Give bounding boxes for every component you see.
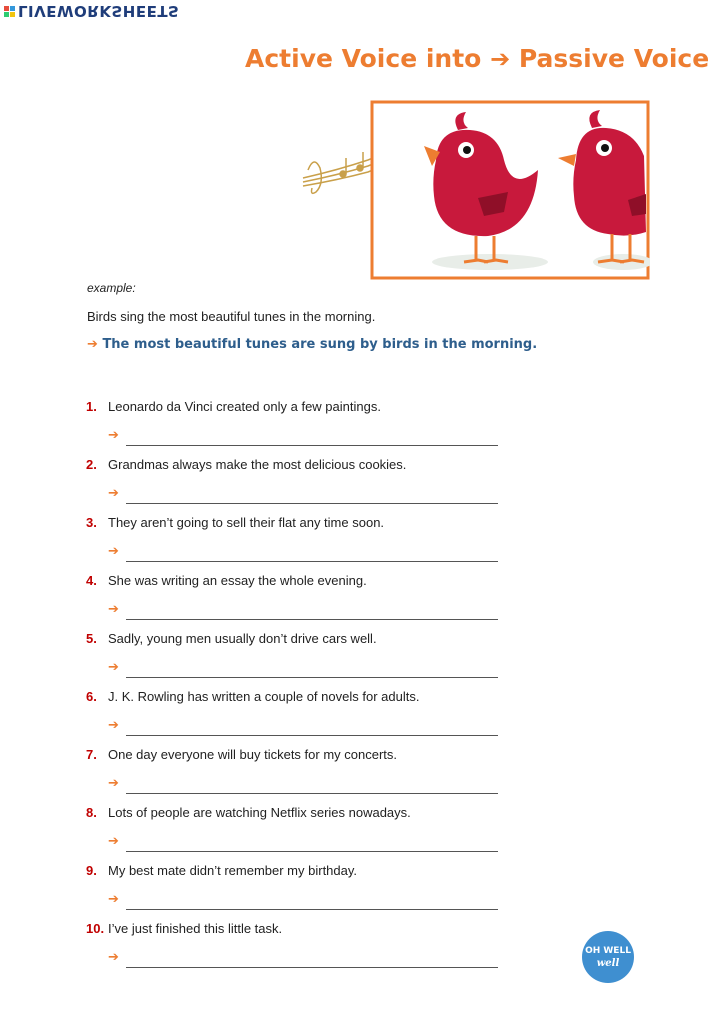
answer-input[interactable]	[126, 663, 498, 678]
logo-line-1: OH WELL	[585, 946, 631, 956]
item-sentence: Sadly, young men usually don’t drive cars well.	[108, 631, 377, 646]
arrow-icon: ➔	[108, 833, 119, 848]
item-sentence: My best mate didn’t remember my birthday.	[108, 863, 358, 878]
item-sentence: Grandmas always make the most delicious cookies.	[108, 457, 407, 472]
item-number: 9.	[86, 863, 97, 878]
answer-input[interactable]	[126, 605, 498, 620]
title-right: Passive Voice	[518, 44, 710, 73]
arrow-icon: ➔	[108, 485, 119, 500]
arrow-icon: ➔	[108, 717, 119, 732]
example-sentence: Birds sing the most beautiful tunes in the morning.	[87, 309, 376, 324]
arrow-icon: ➔	[108, 601, 119, 616]
arrow-icon: ➔	[108, 543, 119, 558]
example-answer-text: The most beautiful tunes are sung by birds in the morning.	[102, 337, 538, 352]
brand-logo-icon	[4, 6, 15, 17]
oh-well-logo	[582, 931, 634, 983]
item-sentence: J. K. Rowling has written a couple of novels for adults.	[108, 689, 420, 704]
item-number: 3.	[86, 515, 97, 530]
arrow-icon: ➔	[108, 775, 119, 790]
item-number: 10.	[86, 921, 105, 936]
item-number: 7.	[86, 747, 97, 762]
answer-input[interactable]	[126, 489, 498, 504]
arrow-icon: ➔	[87, 337, 98, 352]
title-arrow-icon: ➔	[490, 45, 511, 73]
arrow-icon: ➔	[108, 891, 119, 906]
item-sentence: She was writing an essay the whole evening.	[108, 573, 367, 588]
item-number: 8.	[86, 805, 97, 820]
item-sentence: They aren’t going to sell their flat any time soon.	[108, 515, 385, 530]
item-number: 4.	[86, 573, 97, 588]
item-sentence: Leonardo da Vinci created only a few paintings.	[108, 399, 381, 414]
item-number: 6.	[86, 689, 97, 704]
answer-input[interactable]	[126, 779, 498, 794]
item-sentence: Lots of people are watching Netflix series nowadays.	[108, 805, 411, 820]
arrow-icon: ➔	[108, 427, 119, 442]
arrow-icon: ➔	[108, 659, 119, 674]
brand-text: LIVEWORKSHEETS	[18, 2, 180, 20]
title-left: Active Voice into	[245, 44, 482, 73]
logo-line-2: well	[596, 958, 620, 969]
liveworksheets-brand	[4, 2, 179, 20]
singing-birds-illustration	[298, 100, 650, 280]
item-number: 5.	[86, 631, 97, 646]
answer-input[interactable]	[126, 837, 498, 852]
item-number: 2.	[86, 457, 97, 472]
example-label: example:	[87, 281, 136, 295]
answer-input[interactable]	[126, 895, 498, 910]
arrow-icon: ➔	[108, 949, 119, 964]
answer-input[interactable]	[126, 953, 498, 968]
answer-input[interactable]	[126, 721, 498, 736]
item-number: 1.	[86, 399, 97, 414]
answer-input[interactable]	[126, 431, 498, 446]
answer-input[interactable]	[126, 547, 498, 562]
item-sentence: One day everyone will buy tickets for my concerts.	[108, 747, 398, 762]
item-sentence: I’ve just finished this little task.	[108, 921, 283, 936]
page-title	[245, 44, 709, 73]
example-answer	[87, 337, 537, 352]
